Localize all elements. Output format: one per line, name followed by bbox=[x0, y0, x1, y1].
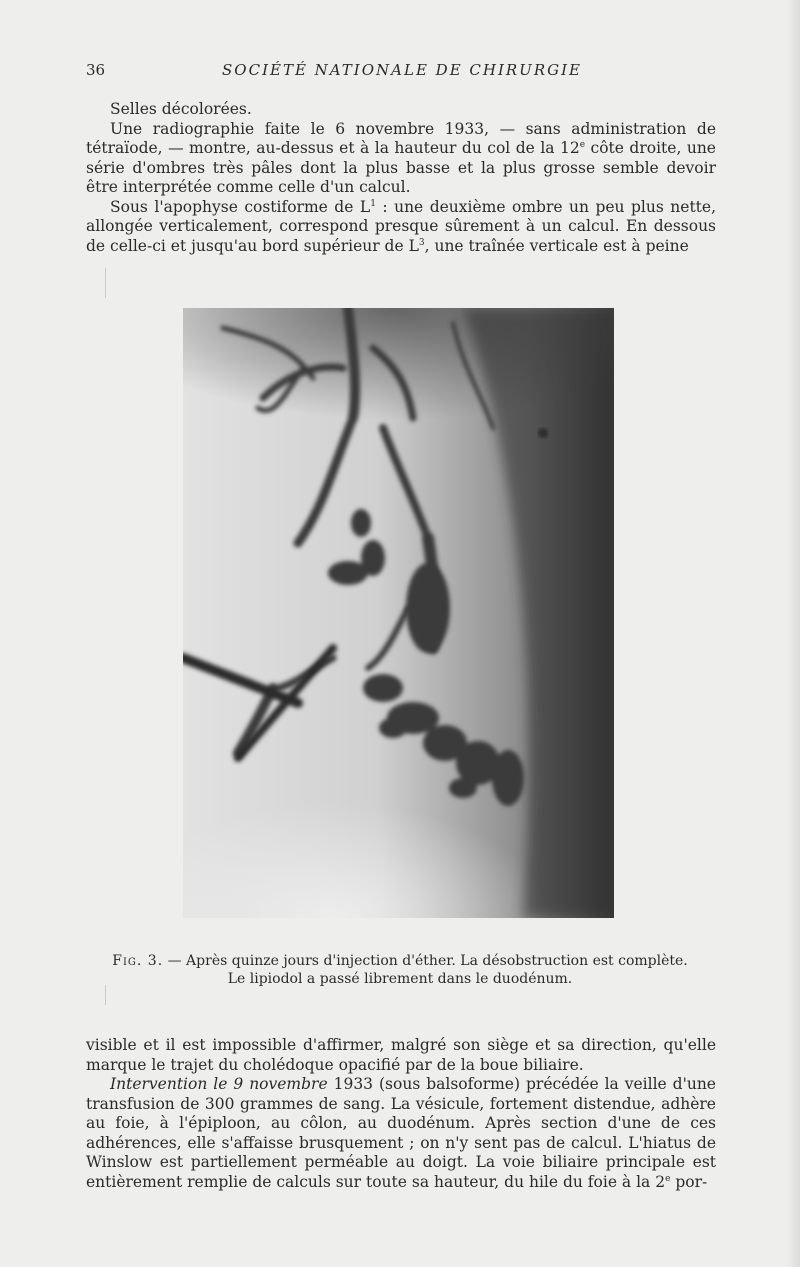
xray-image bbox=[183, 308, 614, 918]
paragraph-apophyse: Sous l'apophyse costiforme de $L^1$ : une deuxième ombre un peu plus nette, allongée verticalement, correspond presque sûrement à un calcul. En dessous de celle-ci et jusqu'au bord supérieur de $L^3$, une traînée verticale est à peine bbox=[86, 197, 716, 255]
figure-caption bbox=[100, 952, 700, 988]
margin-mark bbox=[105, 268, 106, 298]
page-number: 36 bbox=[86, 61, 106, 79]
caption-line-2: Le lipiodol a passé librement dans le duodénum. bbox=[227, 971, 573, 987]
margin-mark bbox=[105, 985, 106, 1005]
page-edge-shadow bbox=[786, 0, 800, 1267]
running-head bbox=[86, 60, 718, 80]
xray-figure bbox=[183, 308, 614, 918]
body-text-top bbox=[86, 100, 716, 256]
paragraph-visible: visible et il est impossible d'affirmer, malgré son siège et sa direction, qu'elle marque le trajet du cholédoque opacifié par de la boue biliaire. bbox=[86, 1036, 716, 1074]
paragraph-selles: Selles décolorées. bbox=[110, 100, 252, 118]
body-text-bottom bbox=[86, 1036, 716, 1192]
figure-label: Fig. 3. bbox=[112, 953, 164, 969]
journal-title: SOCIÉTÉ NATIONALE DE CHIRURGIE bbox=[222, 61, 582, 79]
caption-line-1: Fig. 3. — Après quinze jours d'injection d'éther. La désobstruction est complète. bbox=[112, 953, 688, 969]
paragraph-radiographie: Une radiographie faite le 6 novembre 1933, — sans administration de tétraïode, — montre, au-dessus et à la hauteur du col de la 12e côte droite, une série d'ombres très pâles dont la plus basse et la plus grosse semble devoir être interprétée comme celle d'un calcul. bbox=[86, 119, 716, 196]
paragraph-intervention: Intervention le 9 novembre 1933 (sous balsoforme) précédée la veille d'une transfusion de 300 grammes de sang. La vésicule, fortement distendue, adhère au foie, à l'épiploon, au côlon, au duodénum. Après section d'une de ces adhérences, elle s'affaisse brusquement ; on n'y sent pas de calcul. L'hiatus de Winslow est partiellement perméable au doigt. La voie biliaire principale est entièrement remplie de calculs sur toute sa hauteur, du hile du foie à la 2e por- bbox=[86, 1075, 716, 1191]
